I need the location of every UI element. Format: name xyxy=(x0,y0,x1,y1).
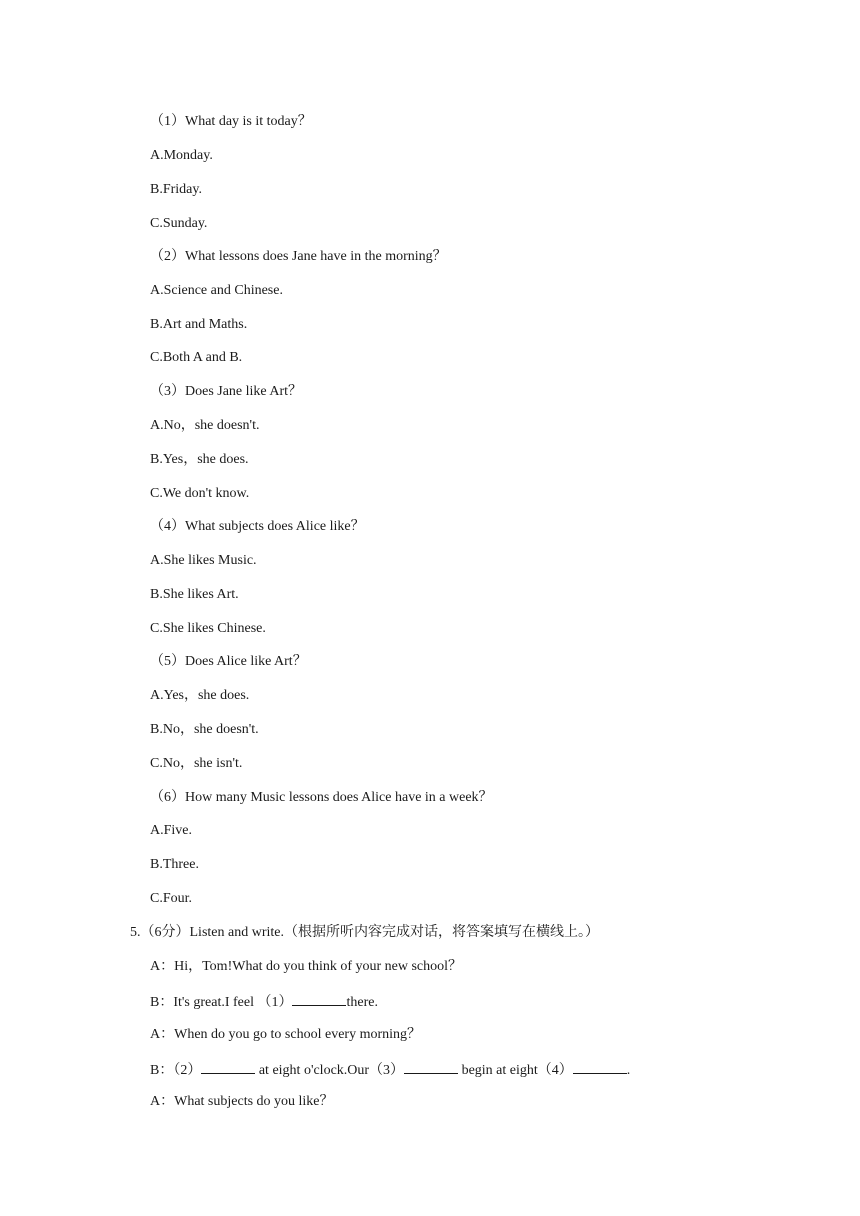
dialogue-b2-part-4: . xyxy=(626,1063,631,1078)
question-1-option-a: A.Monday. xyxy=(150,148,213,163)
dialogue-line-a1: A：Hi，Tom!What do you think of your new school？ xyxy=(150,959,463,974)
answer-blank-3[interactable] xyxy=(404,1060,458,1074)
question-4-option-c: C.She likes Chinese. xyxy=(150,621,266,636)
question-3-option-c: C.We don't know. xyxy=(150,486,250,501)
dialogue-line-a3: A：What subjects do you like？ xyxy=(150,1094,334,1109)
dialogue-b2-part-1: B：（2） xyxy=(150,1063,202,1078)
question-2-option-c: C.Both A and B. xyxy=(150,350,243,365)
question-5-option-c: C.No，she isn't. xyxy=(150,756,243,771)
dialogue-b2-part-2: at eight o'clock.Our（3） xyxy=(255,1063,405,1078)
answer-blank-2[interactable] xyxy=(201,1060,255,1074)
dialogue-b2-part-3: begin at eight（4） xyxy=(458,1063,573,1078)
dialogue-b1-text: B：It's great.I feel （1） xyxy=(150,995,293,1010)
question-6-option-c: C.Four. xyxy=(150,891,193,906)
dialogue-line-b2 xyxy=(150,1060,630,1080)
question-5-stem: （5）Does Alice like Art？ xyxy=(150,654,307,669)
question-5-option-a: A.Yes，she does. xyxy=(150,688,250,703)
question-2-option-a: A.Science and Chinese. xyxy=(150,283,283,298)
question-1-stem: （1）What day is it today？ xyxy=(150,114,312,129)
question-6-stem: （6）How many Music lessons does Alice have in a week？ xyxy=(150,790,493,805)
answer-blank-4[interactable] xyxy=(573,1060,627,1074)
question-2-stem: （2）What lessons does Jane have in the morning？ xyxy=(150,249,447,264)
question-1-option-c: C.Sunday. xyxy=(150,216,208,231)
question-3-option-a: A.No，she doesn't. xyxy=(150,418,260,433)
question-3-option-b: B.Yes，she does. xyxy=(150,452,249,467)
question-2-option-b: B.Art and Maths. xyxy=(150,317,248,332)
answer-blank-1[interactable] xyxy=(292,992,346,1006)
question-6-option-a: A.Five. xyxy=(150,823,192,838)
question-4-option-b: B.She likes Art. xyxy=(150,587,239,602)
question-1-option-b: B.Friday. xyxy=(150,182,202,197)
section-5-heading: 5.（6分）Listen and write.（根据所听内容完成对话，将答案填写在横线上。） xyxy=(130,925,599,940)
dialogue-line-a2: A：When do you go to school every morning？ xyxy=(150,1027,422,1042)
question-5-option-b: B.No，she doesn't. xyxy=(150,722,259,737)
question-4-stem: （4）What subjects does Alice like？ xyxy=(150,519,365,534)
question-6-option-b: B.Three. xyxy=(150,857,199,872)
dialogue-b1-tail: there. xyxy=(346,995,378,1010)
question-3-stem: （3）Does Jane like Art？ xyxy=(150,384,303,399)
dialogue-line-b1 xyxy=(150,992,378,1012)
question-4-option-a: A.She likes Music. xyxy=(150,553,257,568)
